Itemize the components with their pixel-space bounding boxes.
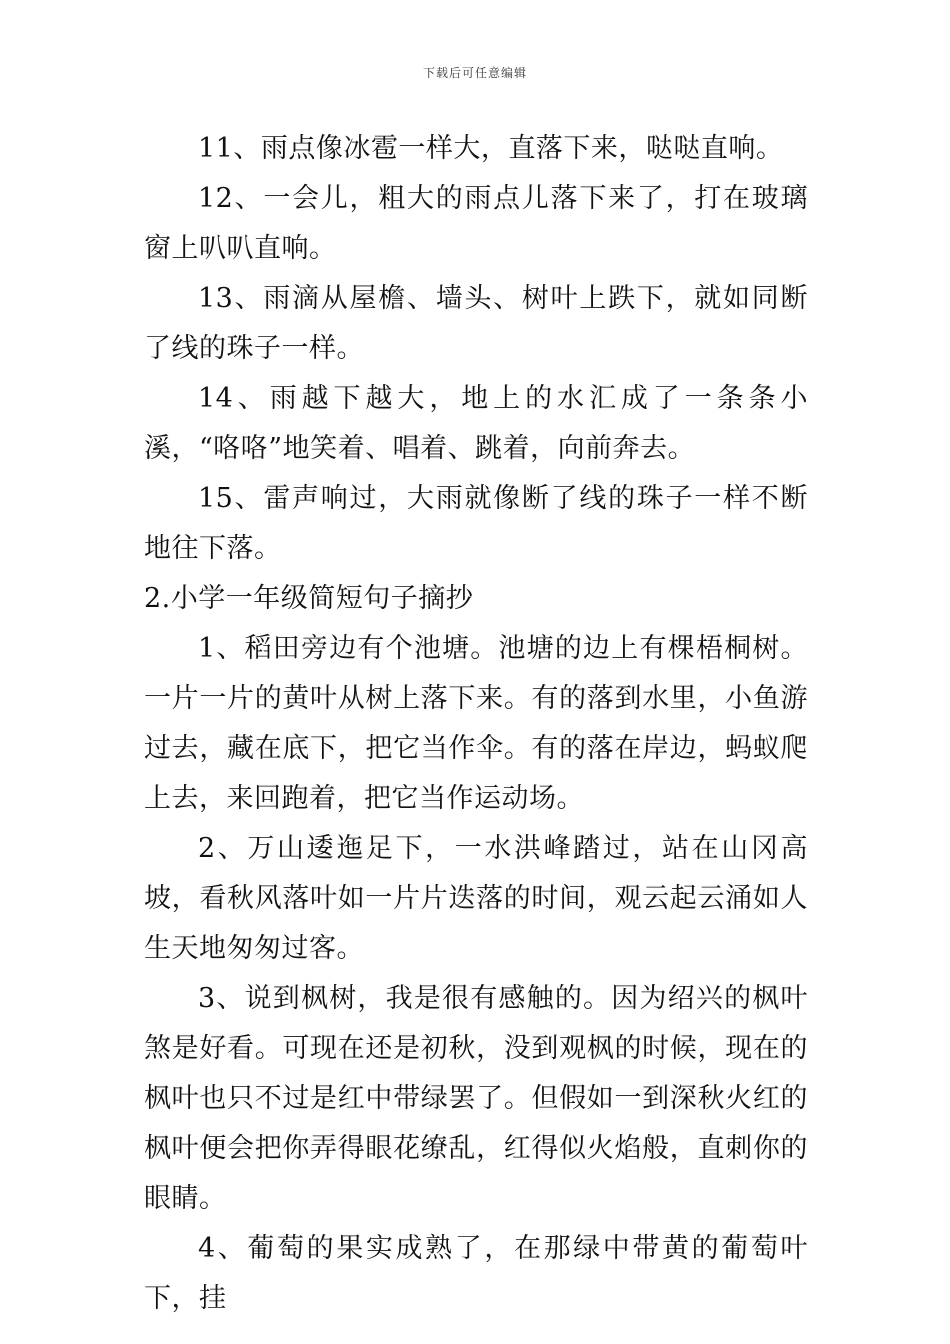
paragraph-2: 2、万山逶迤足下，一水洪峰踏过，站在山冈高坡，看秋风落叶如一片片迭落的时间，观云起云涌如人生天地匆匆过客。: [144, 833, 808, 964]
paragraph-3: 3、说到枫树，我是很有感触的。因为绍兴的枫叶煞是好看。可现在还是初秋，没到观枫的时候，现在的枫叶也只不过是红中带绿罢了。但假如一到深秋火红的枫叶便会把你弄得眼花缭乱，红得似火焰般，直刺你的眼睛。: [144, 983, 808, 1214]
paragraph-14: 14、雨越下越大，地上的水汇成了一条条小溪，“咯咯”地笑着、唱着、跳着，向前奔去。: [144, 383, 808, 464]
paragraph-13: 13、雨滴从屋檐、墙头、树叶上跌下，就如同断了线的珠子一样。: [144, 283, 808, 364]
document-body: [144, 124, 808, 1324]
page-header: 下载后可任意编辑: [422, 66, 527, 80]
paragraph-15: 15、雷声响过，大雨就像断了线的珠子一样不断地往下落。: [144, 483, 808, 564]
paragraph-1: 1、稻田旁边有个池塘。池塘的边上有棵梧桐树。一片一片的黄叶从树上落下来。有的落到水里，小鱼游过去，藏在底下，把它当作伞。有的落在岸边，蚂蚁爬上去，来回跑着，把它当作运动场。: [144, 633, 808, 814]
paragraph-4: 4、葡萄的果实成熟了，在那绿中带黄的葡萄叶下，挂: [144, 1233, 808, 1314]
paragraph-11: 11、雨点像冰雹一样大，直落下来，哒哒直响。: [198, 133, 784, 164]
paragraph-12: 12、一会儿，粗大的雨点儿落下来了，打在玻璃窗上叭叭直响。: [144, 183, 808, 264]
section-heading: 2.小学一年级简短句子摘抄: [144, 583, 474, 614]
